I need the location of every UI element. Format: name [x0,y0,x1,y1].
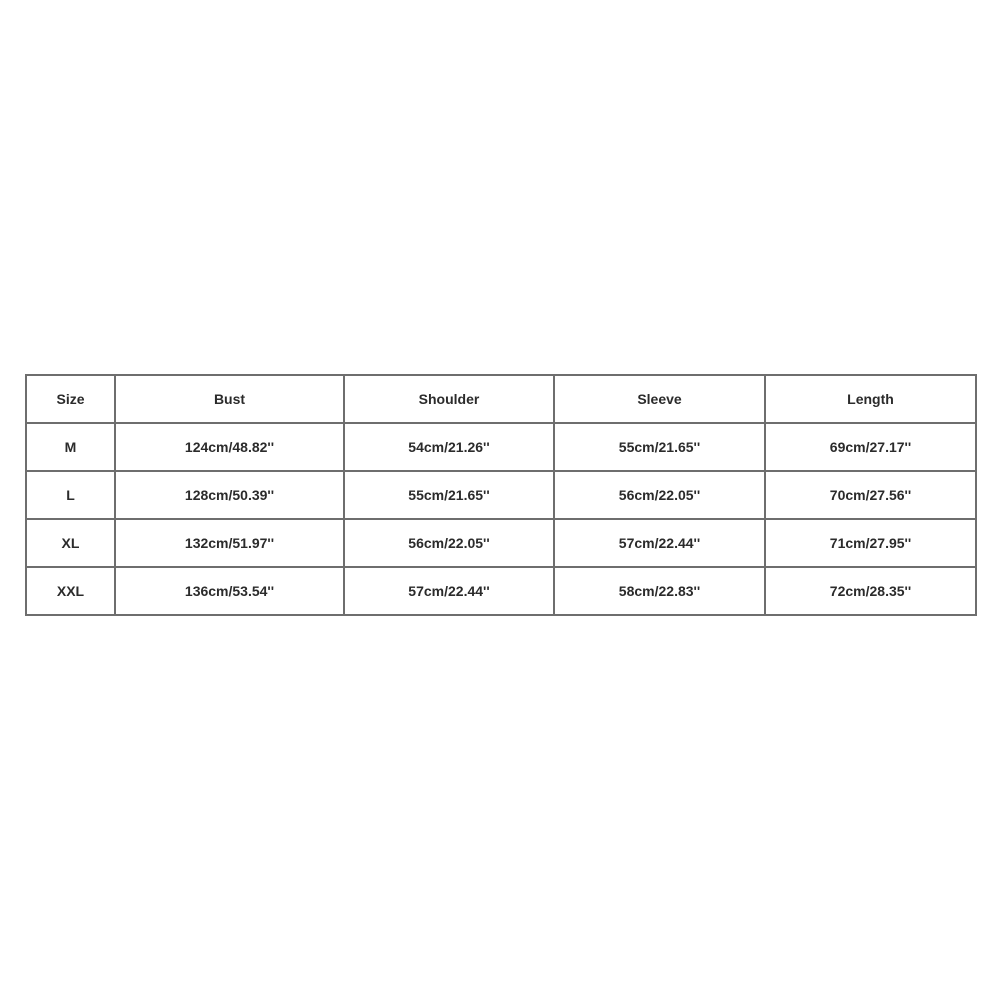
cell-shoulder: 55cm/21.65'' [344,471,554,519]
cell-bust: 132cm/51.97'' [115,519,344,567]
header-bust: Bust [115,375,344,423]
cell-bust: 128cm/50.39'' [115,471,344,519]
cell-size: M [26,423,115,471]
cell-sleeve: 58cm/22.83'' [554,567,765,615]
header-sleeve: Sleeve [554,375,765,423]
cell-length: 69cm/27.17'' [765,423,976,471]
cell-shoulder: 56cm/22.05'' [344,519,554,567]
cell-shoulder: 57cm/22.44'' [344,567,554,615]
cell-bust: 124cm/48.82'' [115,423,344,471]
table-row [26,471,976,519]
cell-sleeve: 57cm/22.44'' [554,519,765,567]
cell-shoulder: 54cm/21.26'' [344,423,554,471]
header-length: Length [765,375,976,423]
cell-length: 72cm/28.35'' [765,567,976,615]
cell-bust: 136cm/53.54'' [115,567,344,615]
header-row [26,375,976,423]
header-shoulder: Shoulder [344,375,554,423]
cell-length: 70cm/27.56'' [765,471,976,519]
header-size: Size [26,375,115,423]
size-chart-table [25,374,977,616]
cell-size: XXL [26,567,115,615]
cell-length: 71cm/27.95'' [765,519,976,567]
cell-sleeve: 55cm/21.65'' [554,423,765,471]
cell-sleeve: 56cm/22.05'' [554,471,765,519]
table-row [26,567,976,615]
table-row [26,519,976,567]
cell-size: XL [26,519,115,567]
cell-size: L [26,471,115,519]
table-row [26,423,976,471]
